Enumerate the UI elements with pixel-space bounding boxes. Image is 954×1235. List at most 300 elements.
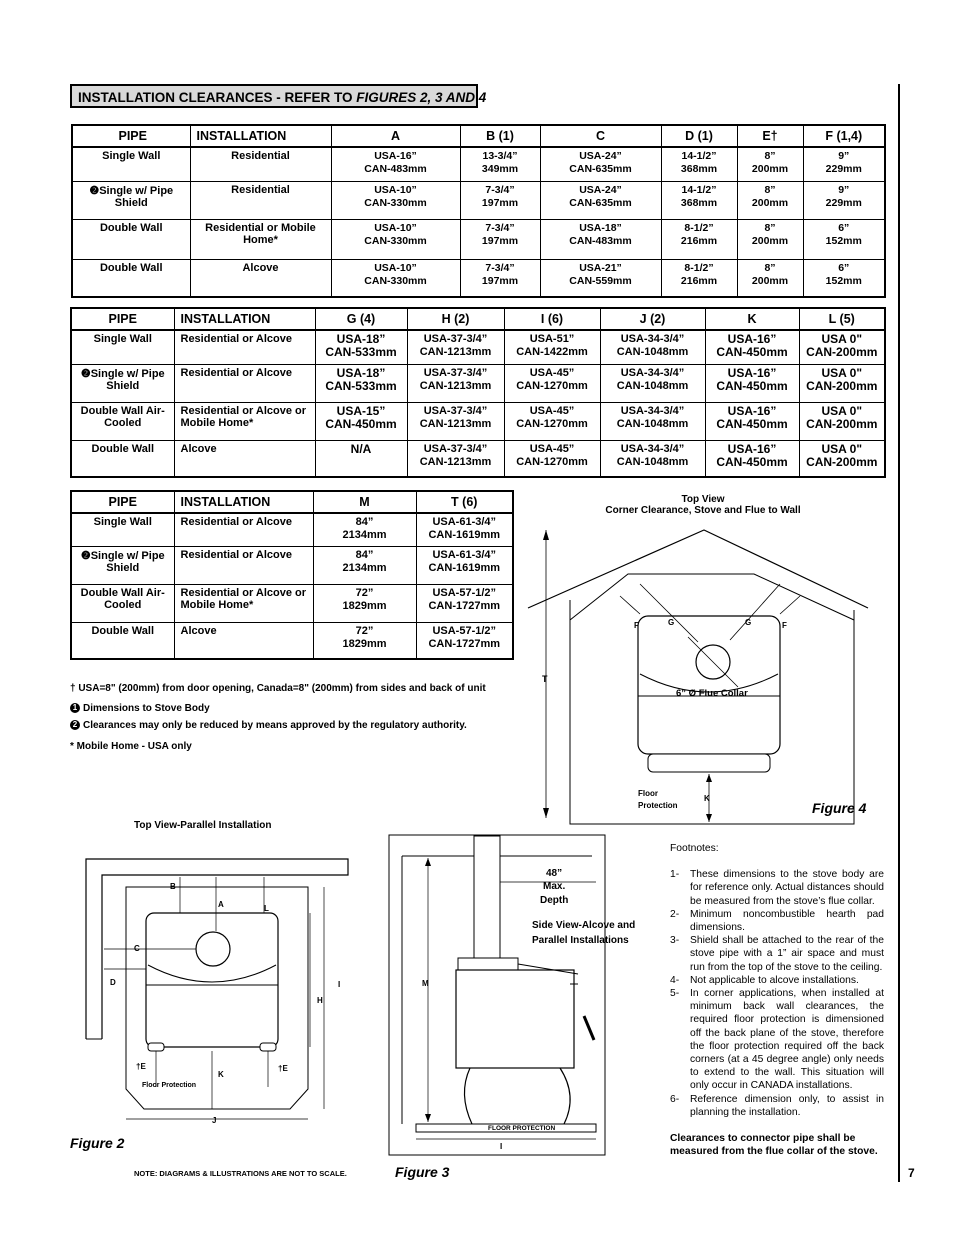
col-header: PIPE [71,308,174,330]
figure-4-caption-line-2: Corner Clearance, Stove and Flue to Wall [605,505,801,516]
fig4-dim-T: T [542,674,548,684]
figure-2-label: Figure 2 [70,1135,125,1151]
value-line-1: USA-18” [579,221,622,234]
value-line-1: 72” [355,586,374,599]
value-line-1: 6” [838,261,850,274]
figure-2-diagram [80,853,356,1135]
fig4-dim-K: K [704,794,710,803]
col-header: M [313,491,416,513]
fig2-dim-B: B [170,882,176,891]
clearance-cell [803,181,885,219]
clearance-cell [460,181,540,219]
col-header: PIPE [71,491,174,513]
pipe-cell [71,440,174,477]
installation-cell: Residential [190,181,331,219]
fig4-flue-collar-label: 6” Ø Flue Collar [676,688,748,699]
value-line-2: CAN-635mm [569,163,632,175]
value-line-2: 216mm [680,234,718,247]
footnote-item [670,934,884,974]
clearance-cell [705,440,799,477]
fig3-floor-protection: FLOOR PROTECTION [488,1125,556,1132]
fig2-dim-E-right: †E [278,1064,288,1073]
fig2-dim-I: I [338,980,341,989]
footnote-number: 6- [670,1093,680,1105]
value-line-2: 197mm [481,234,519,247]
figure-4-diagram [528,522,868,828]
installation-cell: Residential or Alcove or Mobile Home* [174,584,313,622]
value-line-2: CAN-450mm [716,416,788,431]
footnote-text: Not applicable to alcove installations. [690,974,859,986]
clearance-table-3 [70,490,514,660]
clearance-cell [705,364,799,402]
value-line-2: 200mm [751,163,789,175]
clearance-cell [737,259,803,297]
col-header: D (1) [661,125,737,147]
clearance-cell [315,330,407,364]
clearance-cell [737,147,803,181]
value-line-1: 7-3/4” [485,183,515,196]
clearance-cell [803,147,885,181]
figure-4-caption-line-1: Top View [681,494,725,505]
value-line-2: CAN-1422mm [516,346,588,358]
note-2 [70,720,467,731]
value-line-1: USA-16” [727,441,777,456]
clearance-cell [600,364,705,402]
fig2-dim-D: D [110,978,116,987]
value-line-1: USA-16” [374,150,417,162]
pipe-cell [72,219,190,259]
value-line-2: 229mm [825,196,862,209]
value-line-1: USA-37-3/4” [423,442,488,455]
fig4-dim-F-left: F [634,621,639,630]
value-line-1: 14-1/2” [681,183,717,196]
value-line-1: USA-16” [727,365,777,380]
table-row [71,364,885,402]
fig3-side-view-2: Parallel Installations [532,935,629,946]
value-line-2: 152mm [825,234,862,247]
pipe-marker: ❷ [80,367,91,380]
value-line-1: USA 0" [821,365,863,380]
clearance-cell [799,402,885,440]
fig4-floor-protection-1: Floor [638,789,658,798]
clearance-cell [803,259,885,297]
note-2-marker: 2 [70,720,80,730]
clearance-cell [460,259,540,297]
footnote-item [670,987,884,1093]
installation-cell: Alcove [174,622,313,659]
clearance-cell [540,181,661,219]
pipe-label: Double Wall [99,221,163,234]
value-line-1: USA 0" [821,441,863,456]
footnote-text: These dimensions to the stove body are for reference only. Actual distances should be measured from the stove’s flue collar. [690,869,884,907]
value-line-1: USA-18” [336,332,386,346]
clearance-cell [737,219,803,259]
table-row [72,259,885,297]
footnote-text: Shield shall be attached to the rear of the stove pipe with a 1” air space and must run from the top of the stove to the ceiling. [690,935,884,973]
value-line-2: CAN-200mm [806,454,878,469]
fig4-dim-G-right: G [745,618,752,627]
pipe-label: Single Wall [93,333,152,345]
table-row [71,584,513,622]
value-line-2: CAN-1727mm [428,637,501,650]
value-line-1: USA-34-3/4” [620,404,685,417]
pipe-label: Double Wall Air-Cooled [80,586,165,611]
footnote-list [670,868,884,1119]
clearance-cell [313,584,416,622]
footnote-item [670,974,884,987]
clearance-cell [661,219,737,259]
pipe-label: Double Wall Air-Cooled [80,404,165,429]
value-line-1: 6” [838,221,850,234]
table-row [71,513,513,546]
value-line-1: 7-3/4” [485,221,515,234]
clearance-cell [504,440,600,477]
fig3-depth-3: Depth [540,895,569,906]
clearance-cell [799,440,885,477]
value-line-1: USA-24” [579,183,622,196]
value-line-2: 368mm [680,163,718,175]
clearance-cell [540,147,661,181]
footnote-number: 2- [670,908,680,920]
value-line-1: USA-45” [529,442,575,455]
clearance-cell [799,330,885,364]
fig2-dim-J: J [212,1116,217,1125]
footnote-text: Reference dimension only, to assist in planning the installation. [690,1093,884,1118]
clearance-cell [407,440,504,477]
clearance-cell [600,402,705,440]
value-line-1: USA-45” [529,366,575,379]
clearance-cell [331,219,460,259]
value-line-2: CAN-1270mm [516,379,588,392]
value-line-1: 7-3/4” [485,261,515,274]
value-line-1: USA-61-3/4” [432,548,497,561]
value-line-2: CAN-1048mm [616,346,689,358]
col-header: H (2) [407,308,504,330]
installation-cell: Alcove [174,440,315,477]
table-row [71,440,885,477]
value-line-1: 13-3/4” [482,150,518,162]
footnote-text: Minimum noncombustible hearth pad dimensions. [690,908,884,934]
col-header: I (6) [504,308,600,330]
value-line-1: USA-16” [727,332,777,346]
fig4-dim-G-left: G [668,618,675,627]
note-1-marker: 1 [70,703,80,713]
pipe-cell [71,546,174,584]
value-line-2: 1829mm [342,599,387,612]
clearance-cell [315,364,407,402]
col-header: INSTALLATION [174,308,315,330]
pipe-label: Single w/ Pipe Shield [90,367,165,392]
clearance-cell [600,330,705,364]
value-line-1: 9” [838,183,850,196]
pipe-cell [71,364,174,402]
clearance-cell [705,402,799,440]
pipe-label: Single w/ Pipe Shield [99,184,174,209]
figure-4-caption [530,494,876,516]
footnote-item [670,868,884,908]
pipe-cell [72,181,190,219]
mobile-home-note: * Mobile Home - USA only [70,741,192,752]
scale-note: NOTE: DIAGRAMS & ILLUSTRATIONS ARE NOT TO SCALE. [134,1169,347,1178]
clearance-cell [331,147,460,181]
value-line-2: CAN-1213mm [419,346,492,358]
figure-4-label: Figure 4 [812,800,867,816]
col-header: T (6) [416,491,513,513]
footnote-number: 3- [670,935,680,947]
value-line-2: CAN-330mm [364,234,427,247]
clearance-cell [416,584,513,622]
clearance-cell [407,330,504,364]
value-line-2: CAN-450mm [716,454,788,469]
footnotes-heading: Footnotes: [670,843,719,854]
value-line-2: 216mm [680,274,718,287]
clearance-cell [416,513,513,546]
pipe-label: Single w/ Pipe Shield [90,549,165,574]
pipe-cell [71,402,174,440]
pipe-label: Double Wall [99,261,163,274]
fig2-dim-C: C [134,944,140,953]
installation-cell: Residential or Alcove [174,546,313,584]
value-line-1: 8” [764,150,776,162]
col-header: G (4) [315,308,407,330]
value-line-1: USA-21” [579,261,622,274]
value-line-1: USA-37-3/4” [423,404,488,417]
value-line-2: 200mm [751,274,789,287]
value-line-1: USA 0" [821,403,863,418]
col-header: J (2) [600,308,705,330]
value-line-2: CAN-1619mm [428,561,501,574]
connector-pipe-note: Clearances to connector pipe shall be measured from the flue collar of the stove. [670,1133,878,1157]
clearance-cell [315,402,407,440]
clearance-cell [661,181,737,219]
pipe-cell [71,622,174,659]
value-line-1: 8” [764,221,776,234]
value-line-2: CAN-559mm [569,274,632,287]
installation-cell: Alcove [190,259,331,297]
fig2-dim-L: L [264,904,269,913]
value-line-2: 2134mm [342,529,387,541]
col-header: F (1,4) [803,125,885,147]
footnotes [670,842,884,1119]
value-line-2: CAN-1213mm [419,417,492,430]
footnote-number: 1- [670,869,680,881]
clearance-cell [313,622,416,659]
clearance-cell [504,330,600,364]
pipe-marker: ❷ [89,184,100,197]
value-line-1: USA-37-3/4” [423,333,488,345]
col-header: C [540,125,661,147]
footnote-text: In corner applications, when installed at minimum back wall clearances, the required floor protection is dimensioned off the back plane of the stove, therefore the floor protection required off the back corners (at a 45 degree angle) only needs to extend to the wall. This situation will only occur in CANADA installations. [690,988,884,1092]
pipe-label: Single Wall [93,516,152,528]
value-line-1: 72” [355,624,374,637]
clearance-cell [600,440,705,477]
pipe-label: Double Wall [91,442,155,455]
table-row [72,219,885,259]
value-line-2: CAN-1048mm [616,417,689,430]
figure-2-caption: Top View-Parallel Installation [134,820,272,831]
pipe-cell [72,259,190,297]
pipe-label: Double Wall [91,624,155,637]
footnote-item [670,1093,884,1119]
note-1 [70,703,210,714]
value-line-2: CAN-533mm [325,378,397,393]
table-row [72,147,885,181]
value-line-1: 14-1/2” [681,150,717,162]
value-line-1: USA-57-1/2” [432,586,497,599]
value-line-2: 349mm [481,163,519,175]
note-1-text: Dimensions to Stove Body [83,703,210,714]
value-line-2: CAN-635mm [569,196,632,209]
fig4-floor-protection-2: Protection [638,801,678,810]
value-line-2: 2134mm [342,561,387,574]
value-line-1: USA-61-3/4” [432,516,497,528]
section-title: INSTALLATION CLEARANCES - REFER TO FIGURES 2, 3 AND 4 [70,84,478,108]
value-line-2: CAN-200mm [806,378,878,393]
value-line-2: CAN-1048mm [616,379,689,392]
pipe-cell [71,330,174,364]
value-line-2: CAN-450mm [716,378,788,393]
clearance-cell [331,181,460,219]
fig2-dim-A: A [218,900,224,909]
clearance-cell [416,546,513,584]
value-line-1: 8-1/2” [684,221,714,234]
clearance-cell [799,364,885,402]
table-row [71,330,885,364]
clearance-cell [661,259,737,297]
value-line-1: 9” [838,150,850,162]
installation-cell: Residential or Alcove [174,513,313,546]
value-line-2: 197mm [481,274,519,287]
clearance-cell [705,330,799,364]
value-line-1: 84” [355,548,374,561]
fig2-dim-K: K [218,1070,224,1079]
col-header: L (5) [799,308,885,330]
figure-3-diagram [388,834,636,1156]
pipe-marker: ❷ [80,549,91,562]
clearance-cell [540,219,661,259]
value-line-1: USA-34-3/4” [620,442,685,455]
value-line-2: CAN-483mm [364,163,427,175]
value-line-1: USA-24” [579,150,622,162]
col-header: A [331,125,460,147]
value-line-2: 197mm [481,196,519,209]
clearance-cell [504,364,600,402]
value-line-2: CAN-200mm [806,416,878,431]
table-row [71,402,885,440]
value-line-1: USA-10” [374,183,417,196]
col-header: INSTALLATION [174,491,313,513]
col-header: E† [737,125,803,147]
fig2-floor-protection: Floor Protection [142,1082,197,1089]
clearance-cell [661,147,737,181]
value-line-2: 1829mm [342,637,387,650]
clearance-cell [737,181,803,219]
value-line-2: CAN-1048mm [616,455,689,468]
col-header: INSTALLATION [190,125,331,147]
value-line-1: 8-1/2” [684,261,714,274]
value-line-2: CAN-533mm [325,345,397,359]
clearance-cell [407,364,504,402]
dagger-note: † USA=8" (200mm) from door opening, Canada=8" (200mm) from sides and back of unit [70,683,486,694]
value-line-2: CAN-200mm [806,345,878,359]
value-line-2: 200mm [751,234,789,247]
table-row [71,622,513,659]
pipe-cell [71,513,174,546]
value-line-1: USA-34-3/4” [620,366,685,379]
value-line-1: USA-10” [374,261,417,274]
value-line-2: CAN-330mm [364,274,427,287]
fig3-depth-1: 48” [546,868,563,879]
clearance-cell [407,402,504,440]
value-line-1: USA 0" [821,332,863,346]
value-line-2: 368mm [680,196,718,209]
value-line-2: 152mm [825,274,862,287]
value-line-1: N/A [350,441,372,456]
value-line-2: CAN-450mm [325,416,397,431]
value-line-2: CAN-1727mm [428,599,501,612]
col-header: B (1) [460,125,540,147]
value-line-1: USA-45” [529,404,575,417]
value-line-1: USA-34-3/4” [620,333,685,345]
fig3-dim-M: M [422,979,429,988]
value-line-1: USA-18” [336,365,386,380]
clearance-cell [540,259,661,297]
value-line-2: CAN-1270mm [516,455,588,468]
value-line-2: CAN-1213mm [419,379,492,392]
table-row [72,181,885,219]
installation-cell: Residential [190,147,331,181]
fig3-side-view-1: Side View-Alcove and [532,920,636,931]
value-line-1: USA-16” [727,403,777,418]
pipe-cell [72,147,190,181]
value-line-1: USA-37-3/4” [423,366,488,379]
value-line-2: CAN-1619mm [428,529,501,541]
clearance-table-2 [70,307,886,478]
page-right-rule [898,84,900,1182]
installation-cell: Residential or Alcove [174,364,315,402]
clearance-cell [416,622,513,659]
col-header: PIPE [72,125,190,147]
footnote-item [670,908,884,934]
table-row [71,546,513,584]
value-line-2: CAN-1213mm [419,455,492,468]
clearance-cell [315,440,407,477]
value-line-1: USA-51” [529,333,575,345]
value-line-1: USA-10” [374,221,417,234]
value-line-1: USA-57-1/2” [432,624,497,637]
clearance-cell [504,402,600,440]
pipe-cell [71,584,174,622]
installation-cell: Residential or Alcove [174,330,315,364]
clearance-cell [313,546,416,584]
fig3-depth-2: Max. [543,881,566,892]
pipe-label: Single Wall [102,150,161,162]
footnote-number: 5- [670,988,680,1000]
value-line-2: CAN-450mm [716,345,788,359]
fig4-dim-F-right: F [782,621,787,630]
note-2-text: Clearances may only be reduced by means approved by the regulatory authority. [83,720,467,731]
clearance-cell [331,259,460,297]
clearance-cell [313,513,416,546]
clearance-cell [460,219,540,259]
page-number: 7 [908,1166,915,1180]
value-line-1: 8” [764,183,776,196]
clearance-cell [460,147,540,181]
fig3-dim-I: I [500,1142,503,1151]
figure-3-label: Figure 3 [395,1164,450,1180]
value-line-1: 8” [764,261,776,274]
value-line-2: 200mm [751,196,789,209]
